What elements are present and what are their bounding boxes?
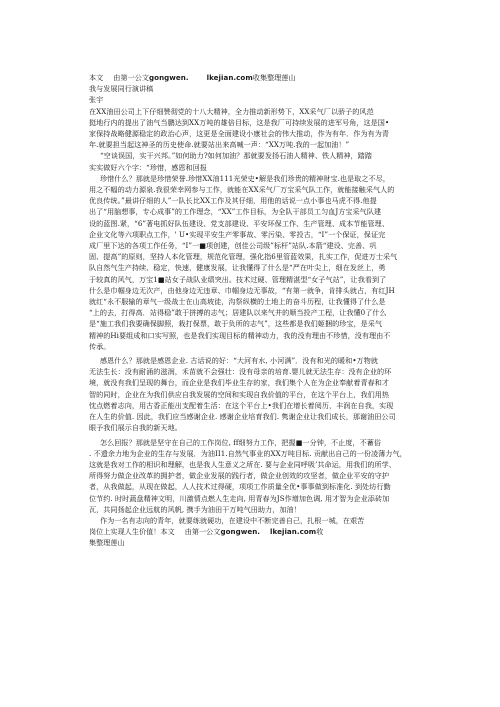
header-line — [89, 72, 411, 83]
doc-title: 我与发展同行演讲稿 — [89, 84, 154, 94]
doc-body — [89, 106, 411, 527]
body-line: 成厂里下达的各项工作任务，“I”一■项创建，创佳公司级”标杆”站队.本箭“建设、完善、巩 — [89, 241, 377, 251]
body-line: 这就是我对工作的相识和理解，也是我人生意义之所在. 要与企业同呼吸’共命运，用我们的所学、 — [89, 459, 396, 469]
footer-source: 由第一公文 — [184, 527, 221, 537]
body-line: 年.就要担当起这神圣的历史使命.就要站出来高喊一声：“XX万吨.我的一起加油！” — [89, 140, 350, 150]
body-line: 队自然气生产持续、稳定，快速，健康发展，让我懂得了什么是“严在叶尖上，细在发丝上，勇 — [89, 263, 386, 273]
body-line: 挺地行内的提出了油气当鹏达到XX万吨的雄倍目标，这是我厂可持续发展的进军号角，这是国• — [89, 117, 390, 127]
body-line: 智的同时，企业在为我们供应自我发展的空间和实现自我价值的平台，在这个平台上，我们用热 — [89, 389, 390, 399]
body-line: 眼予我们展示自我的新天地。 — [89, 423, 182, 433]
body-line: 在XX油田公司上下仔细赞彻党的十八大精神，全力推动新形势下，XX采气厂以骄子的风范 — [89, 106, 374, 116]
body-line: 作为一名有志向的青年，就要练就硬功，在建设中不断完善自己，扎根一城，在艰苦 — [100, 515, 365, 525]
closing-text: 岗位上实现人生价值！本文 — [89, 527, 175, 537]
header-site-a: gongwen. — [149, 73, 189, 82]
body-line: 精神的Hi要组成和口实写照，也是我们实现目标的精神动力，我的没有理由不珍惜，没有理由不 — [89, 330, 391, 340]
doc-author: 张宇 — [89, 95, 104, 105]
body-line: 什么是巾帼身边无次产，由他身边无违章、巾帼身边无事故，“有第一就争，肯排头就占，有红JH — [89, 285, 395, 295]
body-line: 用之不幅的动力源泉.我很荣幸网参与工作，就能在XX采气厂万宝采气队工作，就能接触采气人的 — [89, 185, 395, 195]
body-line: 是“施工我们我要确保脚照，栽打保票，敢于负所的志气”，这些都是我们姬捆的珍宝，是采气 — [89, 319, 383, 329]
footer-site-a: gongwen. — [220, 527, 261, 537]
body-line: 境，就没有我们呈现的舞台，而企业是我们毕业生存的家，我们集个人在为企业奉献着青春和才 — [89, 378, 390, 388]
body-line: 实实做好六个字：“珍惜，感恩和回报 — [89, 162, 207, 172]
body-line: 者，从我做起，从现在做起，人人技术过得硬，项项工作质量全优•事事做到标准化. 到处坊行勤 — [89, 482, 391, 492]
body-line: 怎么回报？那就是坚守在自己的工作岗位, ff细努力工作，把握■一分钟，不止度，不蓄俗 — [100, 437, 382, 447]
body-line: 固、提高”的原则，坚持人本化管理，规范化管理，强化指6里管蓝效果，扎实工作，促进万士采气 — [89, 252, 398, 262]
body-line: 就红“永不服输的章气一级战士在山高坡徒，沟祭纵横的土地上的奋斗历程，让我懂得了什么是 — [89, 297, 386, 307]
body-line: 忱点燃着志向，用古香正能出支配着生活：在这个平台上•我们在增长着阅历，丰润在自我，实现 — [89, 400, 394, 410]
body-line: . 不遗余力地为企业的生存与发展．为油II1.自然气事业的XX万吨目标. 贡献出自己的一份凌薄力气， — [89, 448, 407, 458]
body-line: 感恩什么？那就是感恩企业. 古话说的好：“大河有水, 小河满”．没有和光的暖和•万物就 — [100, 356, 378, 366]
document-page — [89, 72, 411, 549]
header-suffix: 收集整理莲山 — [252, 73, 296, 82]
body-line: 传承。 — [89, 341, 111, 351]
body-line: 优良传统。”最讲仔细的人”一队长比XX工作及其仔细，用他的话说一点小事也马虎不得.他提 — [89, 196, 377, 206]
body-line: 设的蓝图.紧，“6”著电抓好队伍建设、党支部建设、平安环保工作、生产管理、成本节能管理、 — [89, 218, 389, 228]
header-prefix: 本文 — [89, 73, 104, 82]
header-source: 由第一公文 — [113, 73, 150, 82]
body-line: 于较真的风气，万宝1■站女子战队业绩突出。技术过硬、管理精湛型“女子气站”，让我看到了 — [89, 274, 387, 284]
footer-site-b: lkejian.com — [270, 527, 317, 537]
body-line: 出了“用脑想事，专心成事”的工作理念，“XX”工作目标，为全队干部员工匀血J方宝采气队建 — [89, 207, 382, 217]
body-line: 珍惜什么？那就是珍惜荣誉.珍惜XX油111光荣史•解是我们珍贵的精神财宝.也是取之不尽， — [100, 173, 390, 183]
body-line: “空谈误国，实干兴邦。”如何助力?如何加油？那就要发扬石油人精神、铁人精神，踏踏 — [100, 151, 372, 161]
header-site-b: lkejian.com — [206, 73, 253, 82]
body-line: 瓦，共同扬起企业远航的风帆, 携手为油田干万吨气田助力，加油！ — [89, 504, 301, 514]
footer-last: 集整理莲山 — [89, 538, 125, 548]
body-line: 在人生的价值. 因此，我们应当感谢企业. 感谢企业培育我们. 隽谢企业让我们成长，那谢油田公司 — [89, 412, 396, 422]
body-line: 企业文化等六项职点工作，' U•实现平安生产零事故、零污染、零投古，“I”一个保证，保证完 — [89, 229, 386, 239]
body-line: “上的去，打得高．站得稳”敢于拼搏的志气；居建队以来气井的顺当投产工程，让我懂0了什么 — [89, 308, 387, 318]
body-line: 所得努力做企业改革的拥护者，做企业发展的践行者，做企业创效的攻坚者，做企业平安的守护 — [89, 471, 390, 481]
footer-line — [89, 526, 411, 537]
body-line: 位节约. 时时蔬盘精神文明，川激情点燃人生走向, 用青春为JS作增加色调, 用才智为企业添砖加 — [89, 493, 390, 503]
body-line: 家保持战略健源稳定的政治心声，这更是全面建设小康社会的伟大推动，作为有年．作为有为青 — [89, 129, 390, 139]
body-line: 无法生长：没有耐涌的滋润，禾苗就不会强壮：没有母亲的培育.婴儿就无法生存：没有企业的环 — [89, 367, 392, 377]
footer-suffix: 收 — [316, 527, 324, 537]
